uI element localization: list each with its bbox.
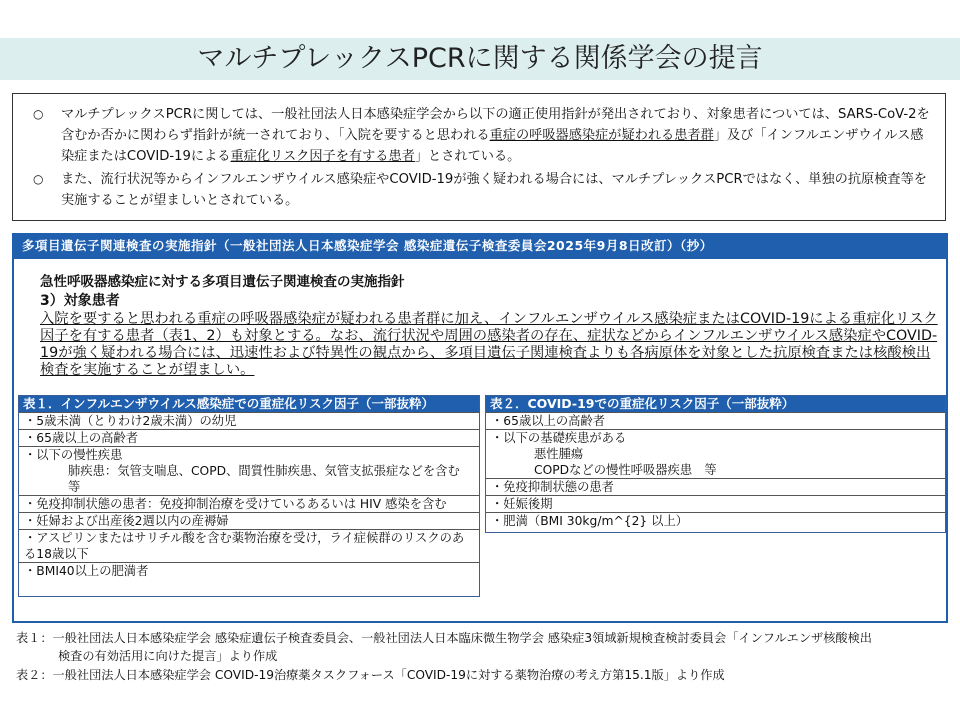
guideline-body [40, 311, 940, 379]
summary-p2-text: また、流行状況等からインフルエンザウイルス感染症やCOVID-19が強く疑われる場合には、マルチプレックスPCRではなく、単独の抗原検査等を実施することが望ましいとされている。 [61, 172, 927, 208]
summary-p1-underline-2: 重症化リスク因子を有する患者 [230, 149, 415, 164]
summary-p1-c: 」とされている。 [414, 149, 521, 164]
summary-paragraph-1 [25, 104, 933, 167]
guideline-section-title: 急性呼吸器感染症に対する多項目遺伝子関連検査の実施指針 [40, 274, 405, 290]
guideline-body-a: 入院を要すると思われる重症の呼吸器感染症が疑われる患者群に加え、インフルエンザウイルス感染症またはCOVID-19による重症化リスク因子を有する患者（表1、2）も対象とする。 [40, 311, 938, 344]
table-row: ・5歳未満（とりわけ2歳未満）の幼児 [19, 412, 479, 429]
table-row: ・免疫抑制状態の患者：免疫抑制治療を受けているあるいは HIV 感染を含む [19, 495, 479, 512]
table-row: ・肥満（BMI 30kg/m^{2} 以上） [486, 512, 945, 529]
table-row: ・妊婦および出産後2週以内の産褥婦 [19, 512, 479, 529]
table-influenza-risk [18, 395, 480, 597]
table-row: ・BMI40以上の肥満者 [19, 562, 479, 579]
summary-paragraph-2 [25, 169, 933, 211]
table-row: 悪性腫瘍 [534, 447, 584, 461]
table-row: ・以下の基礎疾患がある [486, 429, 945, 446]
table-row: ・以下の慢性疾患 [19, 446, 479, 463]
table-row: ・アスピリンまたはサリチル酸を含む薬物治療を受け，ライ症候群のリスクのある18歳以下 [19, 529, 479, 562]
circle-bullet-icon: ○ [33, 172, 44, 186]
summary-p1-a: マルチプレックスPCRに関しては、一般社団法人日本感染症学会から以下の適正使用指針が発出されており、対象患者については、SARS-CoV-2を含むか否かに関わらず指針が統一されており、「入院を要すると思われる [61, 107, 930, 143]
table1-header: 表１．インフルエンザウイルス感染症での重症化リスク因子（一部抜粋） [19, 396, 479, 412]
summary-box [12, 93, 946, 221]
circle-bullet-icon: ○ [33, 107, 44, 121]
summary-p1-underline-1: 重症の呼吸器感染症が疑われる患者群 [489, 128, 714, 143]
table-row: COPDなどの慢性呼吸器疾患 等 [534, 463, 717, 477]
footnote-table2: 表２：一般社団法人日本感染症学会 COVID-19治療薬タスクフォース「COVID-19に対する薬物治療の考え方第15.1版」より作成 [16, 668, 725, 682]
table2-header: 表２．COVID-19での重症化リスク因子（一部抜粋） [486, 396, 945, 412]
table-row: ・免疫抑制状態の患者 [486, 478, 945, 495]
table-row: ・65歳以上の高齢者 [486, 412, 945, 429]
table-covid-risk [485, 395, 946, 533]
table-row: ・65歳以上の高齢者 [19, 429, 479, 446]
table-row: ・妊娠後期 [486, 495, 945, 512]
guideline-header: 多項目遺伝子関連検査の実施指針（一般社団法人日本感染症学会 感染症遺伝子検査委員会2025年9月8日改訂）（抄） [12, 233, 948, 259]
table-row: 肺疾患：気管支喘息、COPD、間質性肺疾患、気管支拡張症などを含む 等 [68, 464, 460, 494]
summary-p1-b: 」及び「インフルエンザウイルス感染症またはCOVID-19による [61, 128, 924, 164]
footnote-table1-continued: 検査の有効活用に向けた提言」より作成 [58, 649, 278, 663]
footnote-table1: 表１：一般社団法人日本感染症学会 感染症遺伝子検査委員会、一般社団法人日本臨床微生物学会 感染症3領域新規検査検討委員会「インフルエンザ核酸検出 [16, 631, 872, 645]
guideline-subsection-title: 3）対象患者 [40, 293, 120, 309]
guideline-body-b: なお、流行状況や周囲の感染者の存在、症状などからインフルエンザウイルス感染症やCOVID-19が強く疑われる場合には、迅速性および特異性の観点から、多項目遺伝子関連検査よりも各病原体を対象とした抗原検査または核酸検出検査を実施することが望ましい。 [40, 328, 938, 378]
page-title: マルチプレックスPCRに関する関係学会の提言 [197, 43, 763, 74]
